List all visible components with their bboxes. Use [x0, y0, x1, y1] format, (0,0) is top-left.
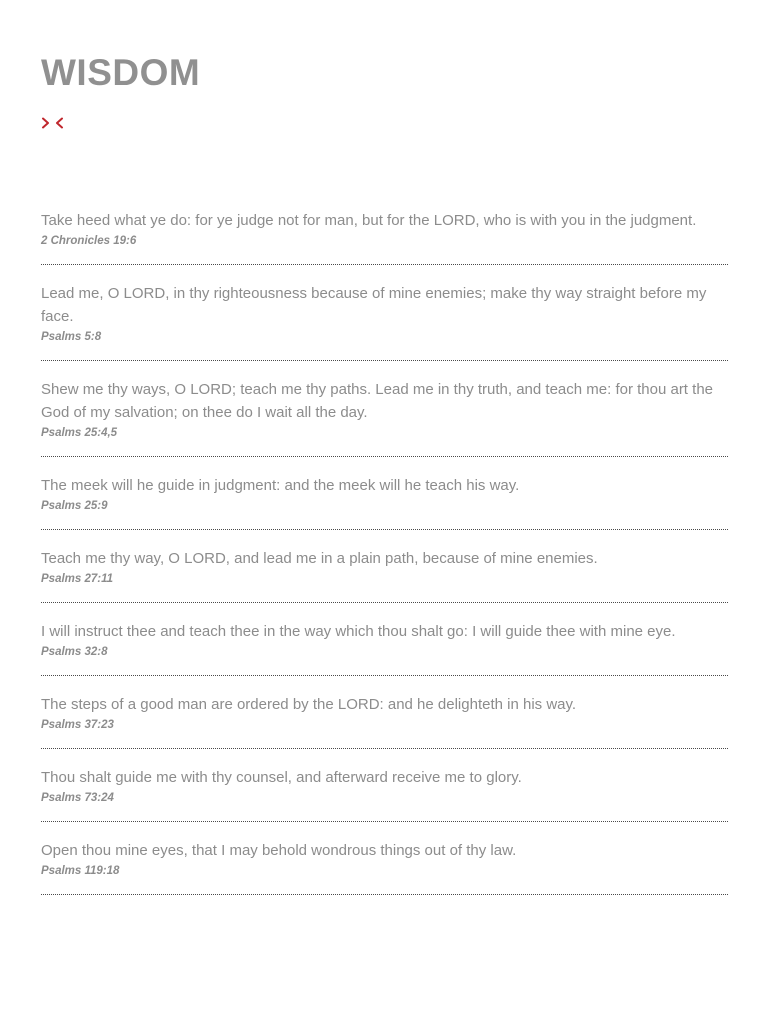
- verse-list: [41, 206, 728, 909]
- verse-item: [41, 279, 728, 361]
- verse-item: [41, 544, 728, 603]
- verse-text: Take heed what ye do: for ye judge not for man, but for the LORD, who is with you in the judgment.: [41, 212, 697, 229]
- verse-reference: Psalms 5:8: [41, 331, 102, 343]
- verse-reference: Psalms 119:18: [41, 865, 120, 877]
- verse-item: [41, 763, 728, 822]
- verse-reference: Psalms 25:4,5: [41, 427, 118, 439]
- verse-reference: Psalms 37:23: [41, 719, 114, 731]
- verse-text: Teach me thy way, O LORD, and lead me in a plain path, because of mine enemies.: [41, 550, 598, 567]
- verse-text: I will instruct thee and teach thee in the way which thou shalt go: I will guide thee with mine eye.: [41, 623, 676, 640]
- verse-item: [41, 375, 728, 457]
- verse-reference: Psalms 27:11: [41, 573, 114, 585]
- verse-text: Shew me thy ways, O LORD; teach me thy paths. Lead me in thy truth, and teach me: for thou art the God of my salvation; on thee do I wait all the day.: [41, 381, 713, 421]
- verse-text: Lead me, O LORD, in thy righteousness because of mine enemies; make thy way straight before my face.: [41, 285, 707, 325]
- collapse-toggle-button[interactable]: [41, 115, 65, 131]
- verse-item: [41, 836, 728, 895]
- verse-item: [41, 206, 728, 265]
- verse-text: Open thou mine eyes, that I may behold wondrous things out of thy law.: [41, 842, 517, 859]
- page-title: WISDOM: [41, 52, 201, 93]
- verse-text: Thou shalt guide me with thy counsel, and afterward receive me to glory.: [41, 769, 522, 786]
- verse-reference: Psalms 73:24: [41, 792, 114, 804]
- verse-item: [41, 617, 728, 676]
- verse-reference: 2 Chronicles 19:6: [41, 235, 137, 247]
- collapse-arrows-icon: [41, 115, 65, 131]
- verse-item: [41, 471, 728, 530]
- verse-reference: Psalms 32:8: [41, 646, 108, 658]
- verse-reference: Psalms 25:9: [41, 500, 108, 512]
- verse-text: The steps of a good man are ordered by the LORD: and he delighteth in his way.: [41, 696, 577, 713]
- verse-text: The meek will he guide in judgment: and the meek will he teach his way.: [41, 477, 520, 494]
- verse-item: [41, 690, 728, 749]
